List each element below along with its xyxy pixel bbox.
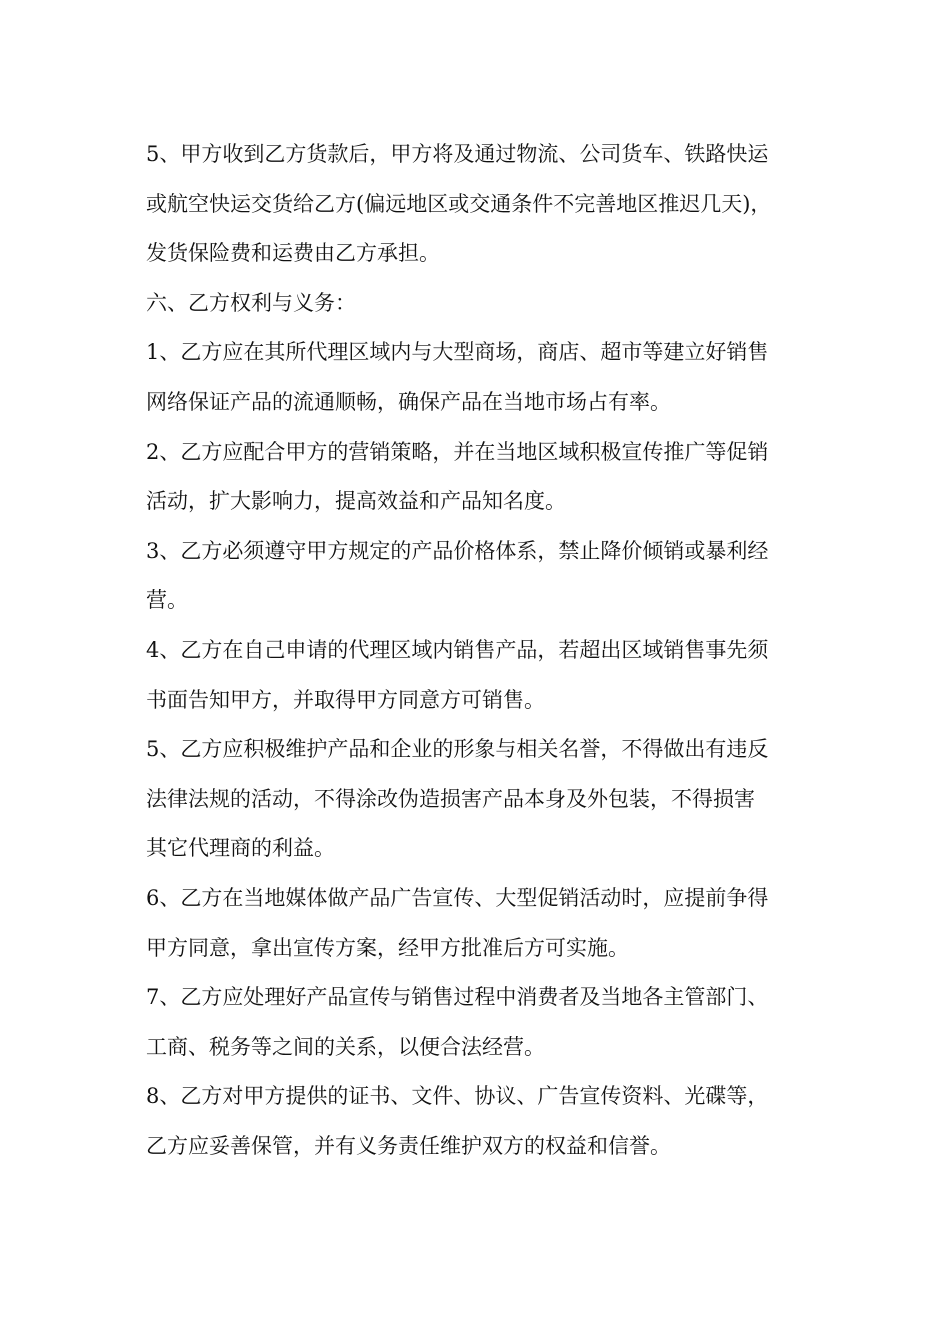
clause-5-reputation: 5、乙方应积极维护产品和企业的形象与相关名誉，不得做出有违反 法律法规的活动，不得涂改伪造损害产品本身及外包装，不得损害 其它代理商的利益。 (146, 737, 769, 861)
section-6-heading: 六、乙方权利与义务： (146, 290, 356, 315)
clause-2-marketing: 2、乙方应配合甲方的营销策略，并在当地区域积极宣传推广等促销 活动，扩大影响力，提高效益和产品知名度。 (146, 439, 769, 514)
clause-6-advertising: 6、乙方在当地媒体做产品广告宣传、大型促销活动时，应提前争得 甲方同意，拿出宣传方案，经甲方批准后方可实施。 (146, 885, 769, 960)
clause-8-materials: 8、乙方对甲方提供的证书、文件、协议、广告宣传资料、光碟等， 乙方应妥善保管，并有义务责任维护双方的权益和信誉。 (146, 1084, 769, 1158)
document-body (146, 130, 811, 1171)
clause-1-sales-network: 1、乙方应在其所代理区域内与大型商场，商店、超市等建立好销售 网络保证产品的流通顺畅，确保产品在当地市场占有率。 (146, 340, 769, 414)
clause-7-relations: 7、乙方应处理好产品宣传与销售过程中消费者及当地各主管部门、 工商、税务等之间的关系，以便合法经营。 (146, 985, 769, 1059)
clause-5-delivery: 5、甲方收到乙方货款后，甲方将及通过物流、公司货车、铁路快运 或航空快运交货给乙方(偏远地区或交通条件不完善地区推迟几天)， 发货保险费和运费由乙方承担。 (146, 142, 772, 266)
clause-4-region: 4、乙方在自己申请的代理区域内销售产品，若超出区域销售事先须 书面告知甲方，并取得甲方同意方可销售。 (146, 637, 769, 712)
clause-3-pricing: 3、乙方必须遵守甲方规定的产品价格体系，禁止降价倾销或暴利经 营。 (146, 538, 769, 613)
